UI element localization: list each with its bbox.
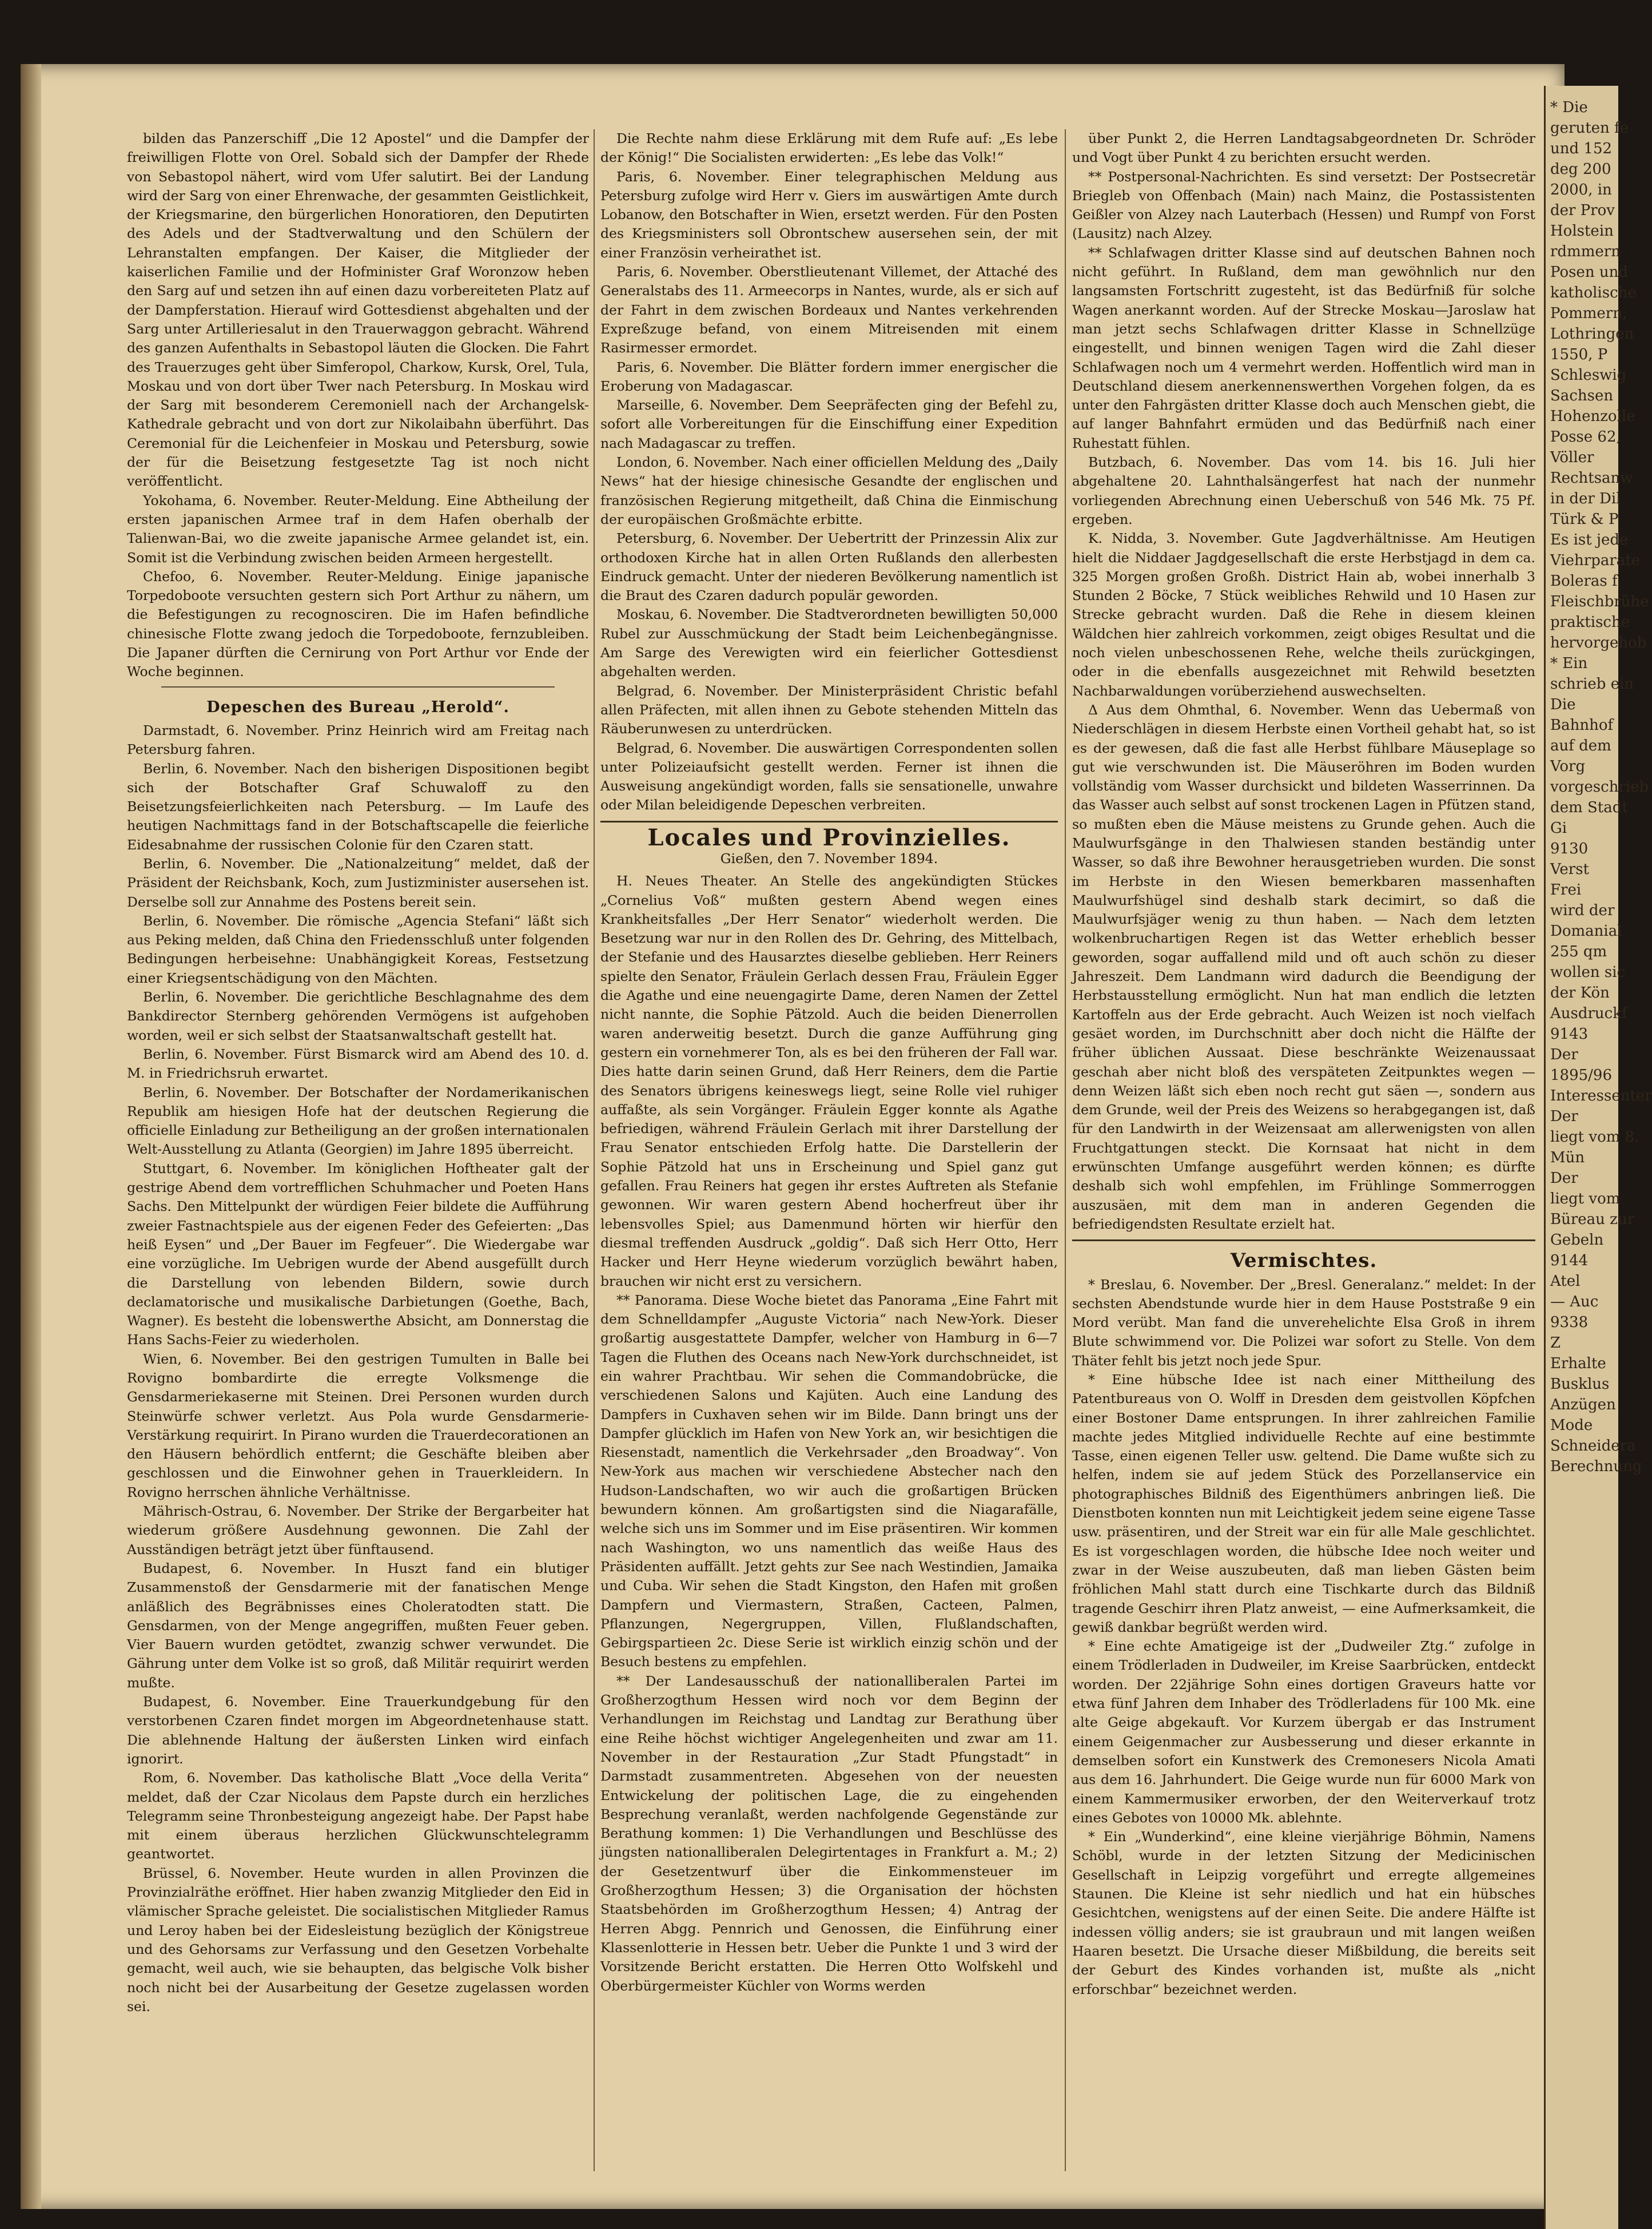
column-2	[600, 129, 1058, 1996]
dispatch-paragraph: Wien, 6. November. Bei den gestrigen Tumulten in Balle bei Rovigno bombardirte die erregte Volksmenge die Gensdarmeriekaserne mit Steinen. Drei Personen wurden durch Steinwürfe schwer verletzt. Aus Pola wurde Gensdarmerie-Verstärkung requirirt. In Pirano wurden die Trauerdecorationen an den Häusern behördlich entfernt; die Geschäfte bleiben aber geschlossen und die Einwohner gehen in Trauerkleidern. In Rovigno herrschen ähnliche Verhältnisse.	[127, 1350, 589, 1500]
local-news-paragraph: über Punkt 2, die Herren Landtagsabgeordneten Dr. Schröder und Vogt über Punkt 4 zu berichten ersucht werden.	[1072, 130, 1535, 166]
adjacent-page-fragment: Fleischbrühe	[1550, 593, 1649, 610]
adjacent-page-fragment: katholische	[1550, 284, 1637, 301]
dispatch-paragraph: London, 6. November. Nach einer officiellen Meldung des „Daily News“ hat der hiesige chinesische Gesandte der englischen und französischen Regierung mitgetheilt, daß China die Einmischung der europäischen Großmächte erbitte.	[600, 454, 1058, 527]
adjacent-page-fragment: 9130	[1550, 840, 1589, 857]
adjacent-page-fragment: wird der	[1550, 902, 1615, 919]
adjacent-page-fragment: Domanial	[1550, 923, 1622, 940]
adjacent-page-fragment: der Kön	[1550, 984, 1610, 1002]
local-news-paragraph: ** Schlafwagen dritter Klasse sind auf deutschen Bahnen noch nicht geführt. In Rußland, dem man gewöhnlich nur den langsamsten Fortschritt zugesteht, ist das Bedürfniß für solche Wagen anerkannt worden. Auf der Strecke Moskau—Jaroslaw hat man jetzt sechs Schlafwagen dritter Klasse in Schnellzüge eingestellt, und binnen wenigen Tagen wird die Zahl dieser Schlafwagen noch um 4 vermehrt werden. Hoffentlich wird man in Deutschland diesem anerkennenswerthen Vorgehen folgen, da es unter den Fahrgästen dritter Klasse doch auch Menschen giebt, die auf langer Bahnfahrt ermüden und das Bedürfniß nach einer Ruhestatt fühlen.	[1072, 244, 1535, 451]
dispatch-paragraph: Berlin, 6. November. Nach den bisherigen Dispositionen begibt sich der Botschafter Graf Schuwaloff zu den Beisetzungsfeierlichkeiten nach Petersburg. — Im Laufe des heutigen Nachmittags fand in der Botschaftscapelle die feierliche Eidesabnahme der russischen Colonie für den Czaren statt.	[127, 760, 589, 853]
adjacent-page-fragment: Viehrparate	[1550, 552, 1641, 569]
divider	[1072, 1239, 1535, 1241]
adjacent-page-fragment: der Prov	[1550, 202, 1615, 219]
adjacent-page-fragment: Bahnhof	[1550, 717, 1614, 734]
dispatch-paragraph: Berlin, 6. November. Der Botschafter der Nordamerikanischen Republik am hiesigen Hofe hat der deutschen Regierung die officielle Einladung zur Betheiligung an der großen internationalen Welt-Ausstellung zu Atlanta (Georgien) im Jahre 1895 überreicht.	[127, 1084, 589, 1158]
dispatch-paragraph: Berlin, 6. November. Fürst Bismarck wird am Abend des 10. d. M. in Friedrichsruh erwartet.	[127, 1046, 589, 1082]
divider	[161, 686, 555, 688]
dispatch-paragraph: Moskau, 6. November. Die Stadtverordneten bewilligten 50,000 Rubel zur Ausschmückung der Stadt beim Leichenbegängnisse. Am Sarge des Verewigten wird ein feierlicher Gottesdienst abgehalten werden.	[600, 606, 1058, 680]
adjacent-page-fragment: schrieb ein	[1550, 676, 1634, 693]
adjacent-page-fragment: Der	[1550, 1046, 1578, 1063]
adjacent-page-fragment: auf dem	[1550, 737, 1611, 754]
adjacent-page-fragment: Türk & P	[1550, 511, 1619, 528]
adjacent-page-fragment: Boleras f	[1550, 573, 1618, 590]
adjacent-page-fragment: Berechnung	[1550, 1458, 1642, 1475]
adjacent-page-fragment: Es ist jede	[1550, 531, 1629, 549]
adjacent-page-strip	[1544, 86, 1652, 2229]
local-news-paragraph: ** Der Landesausschuß der nationalliberalen Partei im Großherzogthum Hessen wird noch vor dem Beginn der Verhandlungen im Reichstag und Landtag zur Berathung über eine Reihe höchst wichtiger Angelegenheiten und zwar am 11. November in der Restauration „Zur Stadt Pfungstadt“ in Darmstadt zusammentreten. Abgesehen von der neuesten Entwickelung der politischen Lage, die zu eingehenden Besprechung veranlaßt, werden nachfolgende Gegenstände zur Berathung kommen: 1) Die Verhandlungen und Beschlüsse des jüngsten nationalliberalen Delegirtentages in Frankfurt a. M.; 2) der Gesetzentwurf über die Einkommensteuer im Großherzogthum Hessen; 3) die Organisation der höchsten Staatsbehörden im Großherzogthum Hessen; 4) Antrag der Herren Abgg. Pennrich und Genossen, die Einführung einer Klassenlotterie in Hessen betr. Ueber die Punkte 1 und 3 wird der Vorsitzende Bericht erstatten. Die Herren Otto Wolfskehl und Oberbürgermeister Küchler von Worms werden	[600, 1672, 1058, 1994]
dispatch-paragraph: Petersburg, 6. November. Der Uebertritt der Prinzessin Alix zur orthodoxen Kirche hat in allen Orten Rußlands den allerbesten Eindruck gemacht. Unter der niederen Bevölkerung namentlich ist die Braut des Czaren dadurch populär geworden.	[600, 530, 1058, 604]
section-heading-depeschen: Depeschen des Bureau „Herold“.	[206, 698, 509, 716]
adjacent-page-fragment: in der Dil	[1550, 490, 1621, 507]
adjacent-page-fragment: rdmmern	[1550, 243, 1621, 260]
adjacent-page-fragment: 2000, in	[1550, 181, 1612, 198]
adjacent-page-fragment: Z	[1550, 1334, 1561, 1352]
adjacent-page-fragment: — Auc	[1550, 1293, 1599, 1310]
column-1	[127, 129, 589, 2016]
adjacent-page-fragment: hervorgehob	[1550, 634, 1647, 651]
adjacent-page-fragment: 9143	[1550, 1026, 1589, 1043]
dispatch-paragraph: Berlin, 6. November. Die römische „Agencia Stefani“ läßt sich aus Peking melden, daß China den Friedensschluß unter folgenden Bedingungen herbeisehne: Unabhängigkeit Koreas, Festsetzung einer Kriegsentschädigung von den Mächten.	[127, 912, 589, 986]
local-news-paragraph: Butzbach, 6. November. Das vom 14. bis 16. Juli hier abgehaltene 20. Lahnthalsängerfest hat nach der nunmehr vorliegenden Abrechnung einen Ueberschuß von 546 Mk. 75 Pf. ergeben.	[1072, 454, 1535, 527]
adjacent-page-fragment: Frei	[1550, 881, 1582, 899]
adjacent-page-fragment: Die	[1550, 696, 1576, 713]
adjacent-page-fragment: Hohenzolle	[1550, 408, 1635, 425]
dispatch-paragraph: Paris, 6. November. Oberstlieutenant Villemet, der Attaché des Generalstabs des 11. Armeecorps in Nantes, wurde, als er sich auf der Fahrt in dem zwischen Bordeaux und Nantes verkehrenden Expreßzuge befand, von einem Mitreisenden mit einem Rasirmesser ermordet.	[600, 264, 1058, 356]
adjacent-page-fragment: und 152	[1550, 140, 1613, 157]
adjacent-page-fragment: Interessenter	[1550, 1087, 1652, 1104]
local-news-paragraph: H. Neues Theater. An Stelle des angekündigten Stückes „Cornelius Voß“ mußten gestern Abend wegen eines Krankheitsfalles „Der Herr Senator“ wiederholt werden. Die Besetzung war nur in den Rollen des Dr. Gehring, des Mittelbach, der Stefanie und des Hausarztes dieselbe geblieben. Herr Reiners spielte den Senator, Fräulein Gerlach dessen Frau, Fräulein Egger die Agathe und eine neuengagirte Dame, deren Namen der Zettel nicht nannte, die Sophie Pätzold. Auch die beiden Dienerrollen waren anderweitig besetzt. Durch die ganze Aufführung ging gestern ein vornehmerer Ton, als es bei den früheren der Fall war. Dies hatte darin seinen Grund, daß Herr Reiners, dem die Partie des Senators übrigens keineswegs liegt, seine Rolle viel ruhiger auffaßte, als sein Vorgänger. Fräulein Egger konnte als Agathe befriedigen, während Fräulein Gerlach mit ihrer Darstellung der Frau Senator entschieden Erfolg hatte. Die Darstellerin der Sophie Pätzold hat uns in Erscheinung und Spiel ganz gut gefallen. Frau Reiners hat gegen ihr erstes Auftreten als Stefanie gewonnen. Wir waren gestern Abend hocherfreut über ihr lebensvolles Spiel; aus Damenmund hörten wir hierfür den diesmal treffenden Ausdruck „goldig“. Daß sich Herr Otto, Herr Hacker und Herr Heyne wiederum vorzüglich bewährt haben, brauchen wir nicht erst zu versichern.	[600, 873, 1058, 1289]
local-news-paragraph: K. Nidda, 3. November. Gute Jagdverhältnisse. Am Heutigen hielt die Niddaer Jagdgesellschaft die erste Herbstjagd in dem ca. 325 Morgen großen Großh. District Hain ab, wobei innerhalb 3 Stunden 2 Böcke, 7 Stück weibliches Rehwild und 10 Hasen zur Strecke gebracht wurden. Daß die Rehe in diesem kleinen Wäldchen hier zahlreich vorkommen, zeigt obiges Resultat und die noch vielen unbeschossenen Rehe, welche theils zurückgingen, oder in die ebenfalls ausgezeichnet mit Rehwild besetzten Nachbarwaldungen vorüberziehend auswechselten.	[1072, 530, 1535, 699]
adjacent-page-fragment: Verst	[1550, 861, 1589, 878]
column-divider	[594, 129, 595, 2171]
adjacent-page-fragment: deg 200	[1550, 161, 1611, 178]
adjacent-page-fragment: vorgeschrieb	[1550, 778, 1649, 796]
adjacent-page-fragment: Pommern,	[1550, 305, 1627, 322]
adjacent-page-fragment: Schneidera	[1550, 1437, 1636, 1455]
adjacent-page-fragment: 9144	[1550, 1252, 1589, 1269]
adjacent-page-fragment: Gebeln	[1550, 1231, 1604, 1249]
adjacent-page-fragment: 9338	[1550, 1314, 1589, 1331]
adjacent-page-fragment: Busklus	[1550, 1376, 1610, 1393]
miscellany-paragraph: * Eine hübsche Idee ist nach einer Mittheilung des Patentbureaus von O. Wolff in Dresden dem geistvollen Köpfchen einer Bostoner Dame entsprungen. In ihrer zahlreichen Familie machte jedes Mitglied individuelle Rechte auf eine bestimmte Tasse, einen eigenen Teller usw. geltend. Die Dame wußte sich zu helfen, indem sie auf jedem Stück des Porzellanservice ein photographisches Bildniß des Eigenthümers anbringen ließ. Die Dienstboten konnten nun mit Leichtigkeit jedem seine eigene Tasse usw. präsentiren, und der Streit war ein für alle Male geschlichtet. Es ist vorgeschlagen worden, die hübsche Idee noch weiter und zwar in der Weise auszubeuten, daß man lieben Gästen beim fröhlichen Mahl statt durch eine Tischkarte durch das Bildniß tragende Geschirr ihren Platz anweist, — eine Aufmerksamkeit, die gewiß dankbar begrüßt werden wird.	[1072, 1372, 1535, 1635]
adjacent-page-fragment: liegt vom	[1550, 1190, 1621, 1207]
column-3	[1072, 129, 1535, 1999]
adjacent-page-fragment: Der	[1550, 1108, 1578, 1125]
dispatch-paragraph: Berlin, 6. November. Die gerichtliche Beschlagnahme des dem Bankdirector Sternberg gehörenden Vermögens ist aufgehoben worden, weil er sich selbst der Staatsanwaltschaft gestellt hat.	[127, 989, 589, 1043]
adjacent-page-fragment: Mün	[1550, 1149, 1585, 1166]
adjacent-page-fragment: * Die	[1550, 99, 1588, 116]
adjacent-page-fragment: Rechtsanw	[1550, 470, 1633, 487]
adjacent-page-fragment: liegt vom 8.	[1550, 1129, 1639, 1146]
section-heading-locales: Locales und Provinzielles.	[647, 824, 1011, 851]
dispatch-paragraph: Die Rechte nahm diese Erklärung mit dem Rufe auf: „Es lebe der König!“ Die Socialisten erwiderten: „Es lebe das Volk!“	[600, 130, 1058, 166]
dispatch-paragraph: Belgrad, 6. November. Die auswärtigen Correspondenten sollen unter Polizeiaufsicht gestellt werden. Ferner ist ihnen die Ausweisung angekündigt worden, falls sie sensationelle, unwahre oder Milan beleidigende Depeschen verbreiten.	[600, 740, 1058, 813]
adjacent-page-fragment: 1550, P	[1550, 346, 1608, 363]
dateline: Gießen, den 7. November 1894.	[720, 850, 938, 867]
dispatch-paragraph: Rom, 6. November. Das katholische Blatt „Voce della Verita“ meldet, daß der Czar Nicolaus dem Papste durch ein herzliches Telegramm seine Thronbesteigung angezeigt habe. Der Papst habe mit einem überaus herzlichen Glückwunschtelegramm geantwortet.	[127, 1770, 589, 1862]
adjacent-page-fragment: Schleswig	[1550, 367, 1627, 384]
article-paragraph: Yokohama, 6. November. Reuter-Meldung. Eine Abtheilung der ersten japanischen Armee traf in dem Hafen oberhalb der Talienwan-Bai, wo die zweite japanische Armee gelandet ist, ein. Somit ist die Verbindung zwischen beiden Armeen hergestellt.	[127, 492, 589, 566]
local-news-paragraph: Δ Aus dem Ohmthal, 6. November. Wenn das Uebermaß von Niederschlägen in diesem Herbste einen Vortheil gehabt hat, so ist es der gewesen, daß die fast alle Herbst fühlbare Mäuseplage so gut wie verschwunden ist. Die Mäuseröhren im Boden wurden vollständig vom Wasser durchsickt und bildeten Wasserrinnen. Da das Wasser auch selbst auf sonst trockenen Lagen in Pfützen stand, so mußten eben die Mäuse meistens zu Grunde gehen. Auch die Maulwurfsgänge in den Thalwiesen standen beständig unter Wasser, so daß ihre Bewohner herausgetrieben wurden. Die sonst im Herbste in den Wiesen bemerkbaren massenhaften Maulwurfshügel sind deshalb stark decimirt, so daß die Maulwurfsjäger wenig zu thun haben. — Nach dem letzten wolkenbruchartigen Regen ist das Wetter erheblich besser geworden, sogar auffallend mild und oft auch schön zu dieser Jahreszeit. Dem Landmann wird dadurch die Beendigung der Herbstausstellung ermöglicht. Nun hat man endlich die letzten Kartoffeln aus der Erde gebracht. Auch Weizen ist noch vielfach gesäet worden, im Durchschnitt aber doch nicht die Hälfte der früher üblichen Aussaat. Diese beschränkte Weizenaussaat geschah aber nicht bloß des verspäteten Zeitpunktes wegen — denn Weizen läßt sich eben noch recht gut säen —, sondern aus dem Grunde, weil der Preis des Weizens so herabgegangen ist, daß für den Landwirth in der Weizensaat am allerwenigsten von allen Fruchtgattungen steckt. Die Kornsaat hat nicht in dem erwünschten Umfange ausgeführt werden können; es dürfte deshalb sich wohl empfehlen, im Frühlinge Sommerroggen auszusäen, mit dem man in anderen Gegenden die befriedigendsten Resultate erzielt hat.	[1072, 701, 1535, 1232]
dispatch-paragraph: Stuttgart, 6. November. Im königlichen Hoftheater galt der gestrige Abend dem vortrefflichen Schuhmacher und Poeten Hans Sachs. Den Mittelpunkt der würdigen Feier bildete die Aufführung zweier Fastnachtspiele aus der eigenen Feder des Gefeierten: „Das heiß Eysen“ und „Der Bauer im Fegfeuer“. Die Wiedergabe war eine vorzügliche. Im Uebrigen wurde der Abend ausgefüllt durch die Darstellung von lebenden Bildern, sowie durch declamatorische und musikalische Darbietungen (Goethe, Bach, Wagner). Es besteht die lobenswerthe Absicht, am Donnerstag die Hans Sachs-Feier zu wiederholen.	[127, 1160, 589, 1348]
dispatch-paragraph: Berlin, 6. November. Die „Nationalzeitung“ meldet, daß der Präsident der Reichsbank, Koch, zum Justizminister ausersehen ist. Derselbe soll zur Annahme des Postens bereit sein.	[127, 855, 589, 910]
adjacent-page-fragment: Holstein	[1550, 222, 1614, 240]
local-news-paragraph: ** Panorama. Diese Woche bietet das Panorama „Eine Fahrt mit dem Schnelldampfer „Auguste Victoria“ nach New-York. Dieser großartig ausgestattete Dampfer, welcher von Hamburg in 6—7 Tagen die Fluthen des Oceans nach New-York durchschneidet, ist ein wahrer Prachtbau. Wir sehen die Commandobrücke, die verschiedenen Salons und Kajüten. Auch eine Landung des Dampfers in Cuxhaven sehen wir im Bilde. Dann bringt uns der Dampfer glücklich im Hafen von New York an, wir besichtigen die Riesenstadt, namentlich die Verkehrsader „den Broadway“. Von New-York aus machen wir verschiedene Abstecher nach den Hudson-Landschaften, wo wir auch die großartigen Brücken bewundern können. Am großartigsten sind die Niagarafälle, welche sich uns im Sommer und im Eise präsentiren. Wir kommen nach Washington, wo uns namentlich das weiße Haus des Präsidenten auffällt. Jetzt gehts zur See nach Westindien, Jamaika und Cuba. Wir sehen die Stadt Kingston, den Hafen mit großen Dampfern und Viermastern, Straßen, Cacteen, Palmen, Pflanzungen, Negergruppen, Villen, Flußlandschaften, Gebirgspartieen 2c. Diese Serie ist wirklich einzig schön und der Besuch bestens zu empfehlen.	[600, 1292, 1058, 1670]
adjacent-page-fragment: Sachsen	[1550, 387, 1614, 404]
adjacent-page-fragment: Atel	[1550, 1273, 1581, 1290]
section-heading-vermischtes: Vermischtes.	[1230, 1249, 1378, 1273]
binding-gutter	[21, 64, 41, 2209]
local-news-paragraph: ** Postpersonal-Nachrichten. Es sind versetzt: Der Postsecretär Briegleb von Offenbach (Main) nach Mainz, die Postassistenten Geißler von Alzey nach Lauterbach (Hessen) und Rumpf von Forst (Lausitz) nach Alzey.	[1072, 168, 1535, 242]
adjacent-page-fragment: geruten fe	[1550, 120, 1629, 137]
dispatch-paragraph: Budapest, 6. November. In Huszt fand ein blutiger Zusammenstoß der Gensdarmerie mit der fanatischen Menge anläßlich des Begräbnisses eines Choleratodten statt. Die Gensdarmen, von der Menge angegriffen, mußten Feuer geben. Vier Bauern wurden getödtet, zwanzig schwer verwundet. Die Gährung unter dem Volke ist so groß, daß Militär requirirt werden mußte.	[127, 1560, 589, 1691]
adjacent-page-fragment: Posse 62,	[1550, 428, 1621, 446]
adjacent-page-fragment: wollen sic	[1550, 964, 1626, 981]
adjacent-page-fragment: Gi	[1550, 820, 1567, 837]
article-paragraph: bilden das Panzerschiff „Die 12 Apostel“ und die Dampfer der freiwilligen Flotte von Orel. Sobald sich der Dampfer der Rhede von Sebastopol nähert, wird vom Ufer salutirt. Bei der Landung wird der Sarg von einer Ehrenwache, der gesammten Geistlichkeit, der Kriegsmarine, den bürgerlichen Honoratioren, den Deputirten des Adels und der Stadtverwaltung und den Schülern der Lehranstalten empfangen. Der Kaiser, die Mitglieder der kaiserlichen Familie und der Hofminister Graf Woronzow heben den Sarg auf und setzen ihn auf einen dazu vorbereiteten Platz auf der Dampferstation. Hierauf wird Gottesdienst abgehalten und der Sarg unter Artilleriesalut in den Trauerwaggon gebracht. Während des ganzen Aufenthalts in Sebastopol läuten die Glocken. Die Fahrt des Trauerzuges geht über Simferopol, Charkow, Kursk, Orel, Tula, Moskau und von dort über Twer nach Petersburg. In Moskau wird der Sarg mit besonderem Ceremoniell nach der Archangelsk-Kathedrale gebracht und von dort zur Nikolaibahn überführt. Das Ceremonial für die Leichenfeier in Moskau und Petersburg, sowie der für die Beisetzung festgesetzte Tag ist noch nicht veröffentlicht.	[127, 130, 589, 490]
dispatch-paragraph: Mährisch-Ostrau, 6. November. Der Strike der Bergarbeiter hat wiederum größere Ausdehnung gewonnen. Die Zahl der Ausständigen beträgt jetzt über fünftausend.	[127, 1503, 589, 1557]
column-divider	[1065, 129, 1066, 2171]
article-paragraph: Chefoo, 6. November. Reuter-Meldung. Einige japanische Torpedoboote versuchten gestern sich Port Arthur zu nähern, um die Befestigungen zu recognosciren. Die im Hafen befindliche chinesische Flotte zwang jedoch die Torpedoboote, fernzubleiben. Die Japaner dürften die Cernirung von Port Arthur vor Ende der Woche beginnen.	[127, 568, 589, 680]
dispatch-paragraph: Paris, 6. November. Die Blätter fordern immer energischer die Eroberung von Madagascar.	[600, 359, 1058, 394]
dispatch-paragraph: Marseille, 6. November. Dem Seepräfecten ging der Befehl zu, sofort alle Vorbereitungen für die Einschiffung einer Expedition nach Madagascar zu treffen.	[600, 397, 1058, 451]
miscellany-paragraph: * Breslau, 6. November. Der „Bresl. Generalanz.“ meldet: In der sechsten Abendstunde wurde hier in dem Hause Poststraße 9 ein Mord verübt. Man fand die unverehelichte Elsa Groß in ihrem Blute schwimmend vor. Die Polizei war sofort zu Stelle. Von dem Thäter fehlt bis jetzt noch jede Spur.	[1072, 1276, 1535, 1369]
adjacent-page-fragment: Büreau zur	[1550, 1211, 1635, 1228]
adjacent-page-fragment: Der	[1550, 1170, 1578, 1187]
adjacent-page-fragment: 1895/96	[1550, 1067, 1613, 1084]
dispatch-paragraph: Belgrad, 6. November. Der Ministerpräsident Christic befahl allen Präfecten, mit allen ihnen zu Gebote stehenden Mitteln das Räuberunwesen zu unterdrücken.	[600, 682, 1058, 737]
miscellany-paragraph: * Eine echte Amatigeige ist der „Dudweiler Ztg.“ zufolge in einem Trödlerladen in Dudweiler, im Kreise Saarbrücken, entdeckt worden. Der 22jährige Sohn eines dortigen Graveurs hatte vor etwa fünf Jahren dem Inhaber des Trödlerladens für 100 Mk. eine alte Geige abgekauft. Vor Kurzem übergab er das Instrument einem Geigenmacher zur Ausbesserung und dieser erkannte in demselben sofort ein Kunstwerk des Cremonesers Nicola Amati aus dem 16. Jahrhundert. Die Geige wurde nun für 6000 Mark von einem Kammermusiker erworben, der den Weiterverkauf trotz eines Gebotes von 10000 Mk. ablehnte.	[1072, 1638, 1535, 1826]
adjacent-page-fragment: Erhalte	[1550, 1355, 1606, 1372]
dispatch-paragraph: Budapest, 6. November. Eine Trauerkundgebung für den verstorbenen Czaren findet morgen im Abgeordnetenhause statt. Die ablehnende Haltung der äußersten Linken wird einfach ignorirt.	[127, 1694, 589, 1767]
adjacent-page-fragment: dem Stadt	[1550, 799, 1628, 816]
adjacent-page-fragment: Lothringen	[1550, 325, 1634, 343]
dispatch-paragraph: Paris, 6. November. Einer telegraphischen Meldung aus Petersburg zufolge wird Herr v. Giers im auswärtigen Amte durch Lobanow, den Botschafter in Wien, ersetzt werden. Für den Posten des Kriegsministers soll Obrontschew ausersehen sein, der mit einer Französin verheirathet ist.	[600, 168, 1058, 261]
divider	[600, 821, 1058, 823]
adjacent-page-fragment: Posen und	[1550, 264, 1628, 281]
miscellany-paragraph: * Ein „Wunderkind“, eine kleine vierjährige Böhmin, Namens Schöbl, wurde in der letzten Sitzung der Medicinischen Gesellschaft in Leipzig vorgeführt und erregte allgemeines Staunen. Die Kleine ist sehr niedlich und hat ein hübsches Gesichtchen, wenigstens auf der einen Seite. Die andere Hälfte ist indessen völlig anders; sie ist graubraun und mit langen weißen Haaren besetzt. Die Ursache dieser Mißbildung, die bereits seit der Geburt des Kindes vorhanden ist, mußte als „nicht erforschbar“ bezeichnet werden.	[1072, 1829, 1535, 1997]
adjacent-page-fragment: Völler	[1550, 449, 1594, 466]
adjacent-page-fragment: * Ein	[1550, 655, 1588, 672]
adjacent-page-fragment: Mode	[1550, 1417, 1593, 1434]
adjacent-page-fragment: Anzügen	[1550, 1396, 1616, 1413]
adjacent-page-fragment: 255 qm	[1550, 943, 1607, 960]
adjacent-page-fragment: Ausdruckf	[1550, 1005, 1627, 1022]
dispatch-paragraph: Brüssel, 6. November. Heute wurden in allen Provinzen die Provinzialräthe eröffnet. Hier haben zwanzig Mitglieder den Eid in vlämischer Sprache geleistet. Die socialistischen Mitglieder Ramus und Leroy haben bei der Eidesleistung bezüglich der Königstreue und des Gehorsams zur Verfassung und den Gesetzen Vorbehalte gemacht, weil auch, wie sie behaupten, das belgische Volk bisher noch nicht bei der Ausarbeitung der Gesetze zugelassen worden sei.	[127, 1865, 589, 2015]
adjacent-page-fragment: praktische	[1550, 614, 1630, 631]
dispatch-paragraph: Darmstadt, 6. November. Prinz Heinrich wird am Freitag nach Petersburg fahren.	[127, 722, 589, 758]
adjacent-page-fragment: Vorg	[1550, 758, 1586, 775]
